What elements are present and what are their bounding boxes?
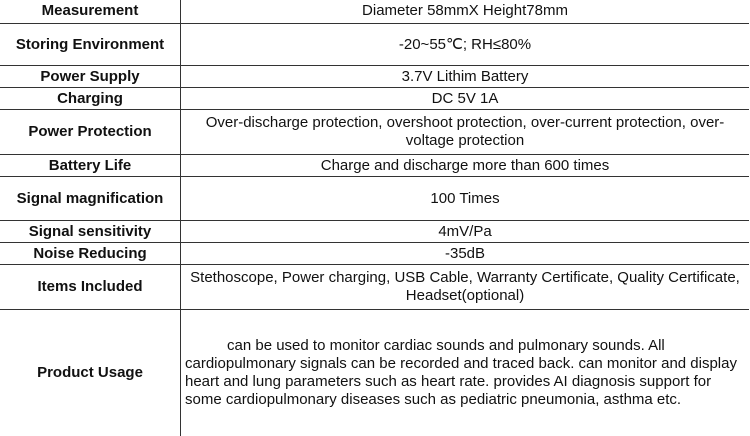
row-value: can be used to monitor cardiac sounds and pulmonary sounds. All cardiopulmonary signals can be recorded and traced back. can monitor and display heart and lung parameters such as heart rate. provides AI diagnosis support for some cardiopulmonary diseases such as pediatric pneumonia, asthma etc. [185,336,737,408]
row-value: DC 5V 1A [181,88,750,110]
table-row [0,24,749,66]
row-label: Signal sensitivity [0,221,181,243]
row-label: Items Included [0,265,181,310]
row-value: -35dB [181,243,750,265]
table-row [0,0,749,24]
row-value: Charge and discharge more than 600 times [181,155,750,177]
table-row [0,221,749,243]
table-row [0,155,749,177]
table-row [0,66,749,88]
table-row [0,177,749,221]
table-row [0,110,749,155]
row-value: 100 Times [181,177,750,221]
row-value: Diameter 58mmX Height78mm [181,0,750,24]
row-label: Power Supply [0,66,181,88]
row-label: Noise Reducing [0,243,181,265]
row-value: 3.7V Lithim Battery [181,66,750,88]
row-label: Measurement [0,0,181,24]
row-value: Stethoscope, Power charging, USB Cable, Warranty Certificate, Quality Certificate, Headset(optional) [181,265,750,310]
row-label: Battery Life [0,155,181,177]
table-row [0,88,749,110]
table-row [0,265,749,310]
row-value: -20~55℃; RH≤80% [181,24,750,66]
row-label: Storing Environment [0,24,181,66]
table-row [0,310,749,436]
row-value: Over-discharge protection, overshoot protection, over-current protection, over-voltage protection [181,110,750,155]
product-usage-text [181,310,750,436]
row-label: Charging [0,88,181,110]
row-label: Signal magnification [0,177,181,221]
row-label: Power Protection [0,110,181,155]
table-row [0,243,749,265]
row-label: Product Usage [0,310,181,436]
row-value: 4mV/Pa [181,221,750,243]
